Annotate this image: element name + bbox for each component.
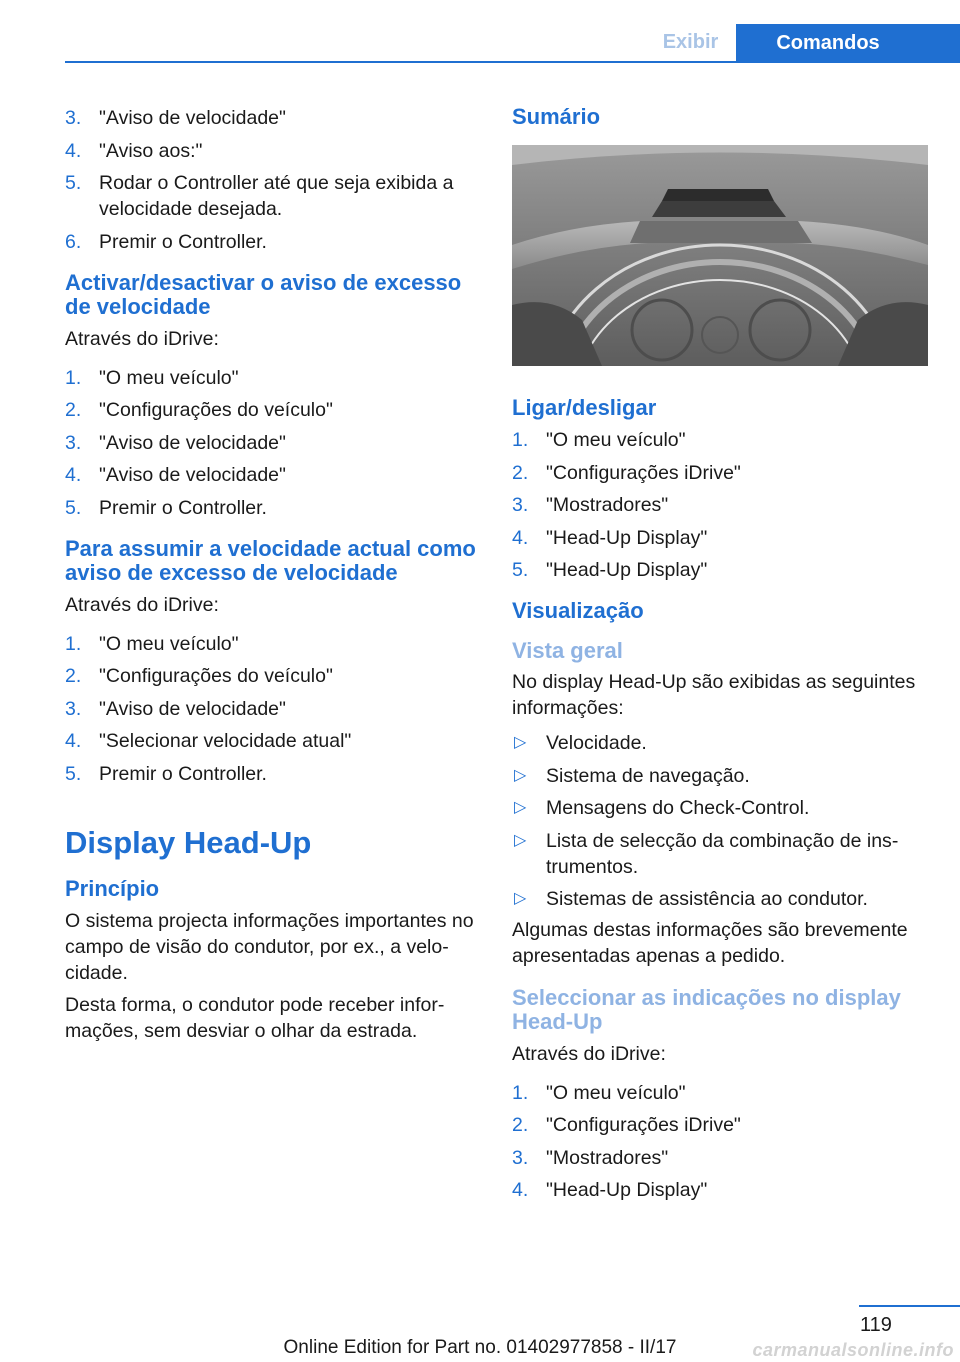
bullet-item — [512, 886, 932, 912]
list-item — [512, 1112, 932, 1138]
head-up-dashboard-image — [512, 145, 928, 366]
heading-principio: Princípio — [65, 875, 160, 901]
bullet-text: Mensagens do Check-Control. — [546, 797, 810, 819]
list-number: 6. — [65, 230, 82, 253]
list-item — [512, 492, 932, 518]
list-number: 3. — [65, 431, 82, 454]
list-number: 1. — [65, 366, 82, 389]
list-number: 3. — [512, 494, 529, 516]
list-number: 1. — [512, 1081, 529, 1104]
list-text: "Configurações do veículo" — [99, 399, 333, 421]
list-text: "Head-Up Display" — [546, 526, 708, 549]
via-idrive-1: Através do iDrive: — [65, 327, 219, 350]
via-idrive-2: Através do iDrive: — [65, 593, 219, 616]
list-text: "Aviso de velocidade" — [99, 464, 286, 486]
list-text: "Head-Up Display" — [546, 1179, 708, 1201]
list-text: "O meu veículo" — [99, 632, 239, 655]
list-text: "Mostradores" — [546, 494, 669, 516]
list-text: "O meu veículo" — [546, 1081, 686, 1104]
heading-sumario: Sumário — [512, 104, 601, 129]
bullet-item — [512, 763, 932, 789]
list-text: "Aviso de velocidade" — [99, 107, 286, 129]
list-text: "O meu veículo" — [546, 429, 686, 451]
triangle-bullet-icon: ▷ — [514, 890, 527, 907]
info-bullet-list — [512, 730, 932, 912]
paragraph-principio-2: Desta forma, o condutor pode receber informações, sem desviar o olhar da estrada. — [65, 993, 445, 1042]
list-item — [65, 462, 477, 488]
paragraph-vista-geral: No display Head-Up são exibidas as seguintes informações: — [512, 671, 916, 719]
heading-vista-geral: Vista geral — [512, 638, 623, 663]
steps-list-d — [512, 427, 932, 583]
list-item — [65, 663, 477, 689]
list-item — [65, 495, 477, 521]
tab-comandos-label: Comandos — [776, 32, 880, 54]
list-number: 2. — [512, 1114, 529, 1136]
dashboard-photo — [512, 145, 932, 366]
list-text: Premir o Controller. — [99, 496, 267, 519]
heading-activar: Activar/desactivar o aviso de excesso de velocidade — [65, 269, 462, 319]
via-idrive-3: Através do iDrive: — [512, 1042, 666, 1065]
list-text: "Head-Up Display" — [546, 559, 708, 581]
list-text: "O meu veículo" — [99, 366, 239, 389]
heading-ligar-desligar: Ligar/desligar — [512, 395, 657, 420]
steps-list-a — [65, 105, 477, 255]
left-column — [65, 102, 477, 1044]
list-item — [65, 696, 477, 722]
list-text: "Selecionar velocidade atual" — [99, 730, 352, 752]
list-item — [512, 557, 932, 583]
list-number: 4. — [512, 1179, 529, 1201]
list-item — [65, 138, 477, 164]
list-number: 5. — [65, 496, 82, 519]
list-number: 1. — [512, 429, 529, 451]
list-item — [512, 1145, 932, 1171]
list-text: Premir o Controller. — [99, 230, 267, 253]
list-item — [512, 1177, 932, 1203]
list-item — [512, 427, 932, 453]
page-number: 119 — [860, 1314, 892, 1336]
list-item — [65, 728, 477, 754]
list-item — [65, 365, 477, 391]
list-number: 1. — [65, 632, 82, 655]
list-number: 5. — [65, 172, 82, 194]
bullet-item — [512, 795, 932, 821]
list-text: "Configurações iDrive" — [546, 1114, 741, 1136]
bullet-text: Sistemas de assistência ao condutor. — [546, 888, 868, 910]
list-number: 4. — [65, 139, 82, 162]
list-item — [512, 525, 932, 551]
list-text: "Aviso de velocidade" — [99, 431, 286, 454]
triangle-bullet-icon: ▷ — [514, 799, 527, 816]
tab-comandos[interactable] — [736, 24, 960, 63]
list-number: 5. — [512, 559, 529, 581]
list-number: 5. — [65, 762, 82, 785]
list-number: 2. — [512, 461, 529, 484]
list-number: 3. — [512, 1146, 529, 1169]
list-item — [65, 105, 477, 131]
footer-rule — [859, 1305, 960, 1307]
list-item — [65, 170, 477, 222]
tab-exibir-label: Exibir — [662, 31, 719, 53]
heading-assumir: Para assumir a velocidade actual como aviso de excesso de velocidade — [65, 535, 476, 585]
list-number: 2. — [65, 665, 82, 687]
bullet-text: Sistema de navegação. — [546, 764, 750, 787]
list-text: Rodar o Controller até que seja exibida a velocidade desejada. — [99, 172, 454, 220]
edition-line: Online Edition for Part no. 01402977858 - II/17 — [283, 1337, 677, 1358]
bullet-item — [512, 828, 932, 880]
list-item — [512, 1080, 932, 1106]
right-column — [512, 102, 932, 1210]
list-number: 4. — [512, 526, 529, 549]
list-item — [65, 761, 477, 787]
triangle-bullet-icon: ▷ — [514, 831, 527, 849]
list-text: "Configurações iDrive" — [546, 461, 741, 484]
list-number: 3. — [65, 697, 82, 720]
list-text: "Aviso aos:" — [99, 139, 203, 162]
heading-visualizacao: Visualização — [512, 598, 644, 623]
list-text: "Configurações do veículo" — [99, 665, 333, 687]
list-item — [512, 460, 932, 486]
triangle-bullet-icon: ▷ — [514, 734, 527, 751]
list-text: Premir o Controller. — [99, 762, 267, 785]
list-number: 3. — [65, 107, 82, 129]
list-item — [65, 229, 477, 255]
list-number: 4. — [65, 464, 82, 486]
list-item — [65, 430, 477, 456]
list-number: 2. — [65, 399, 82, 421]
paragraph-algumas: Algumas destas informações são brevemente apresentadas apenas a pedido. — [512, 918, 908, 967]
bullet-text: Lista de selecção da combinação de instrumentos. — [546, 829, 899, 878]
header-rule — [65, 61, 960, 63]
steps-list-b — [65, 365, 477, 521]
list-text: "Mostradores" — [546, 1146, 669, 1169]
steps-list-e — [512, 1080, 932, 1204]
steps-list-c — [65, 631, 477, 787]
heading-seleccionar: Seleccionar as indicações no display Head-Up — [512, 984, 901, 1034]
triangle-bullet-icon: ▷ — [514, 766, 527, 784]
list-number: 4. — [65, 730, 82, 752]
paragraph-principio-1: O sistema projecta informações importantes no campo de visão do condutor, por ex., a velocidade. — [65, 909, 474, 984]
bullet-item — [512, 730, 932, 756]
watermark: carmanualsonline.info — [752, 1340, 954, 1360]
list-text: "Aviso de velocidade" — [99, 697, 286, 720]
list-item — [65, 397, 477, 423]
tab-exibir[interactable] — [645, 24, 736, 61]
list-item — [65, 631, 477, 657]
heading-display-head-up: Display Head-Up — [65, 824, 312, 860]
bullet-text: Velocidade. — [546, 732, 647, 754]
